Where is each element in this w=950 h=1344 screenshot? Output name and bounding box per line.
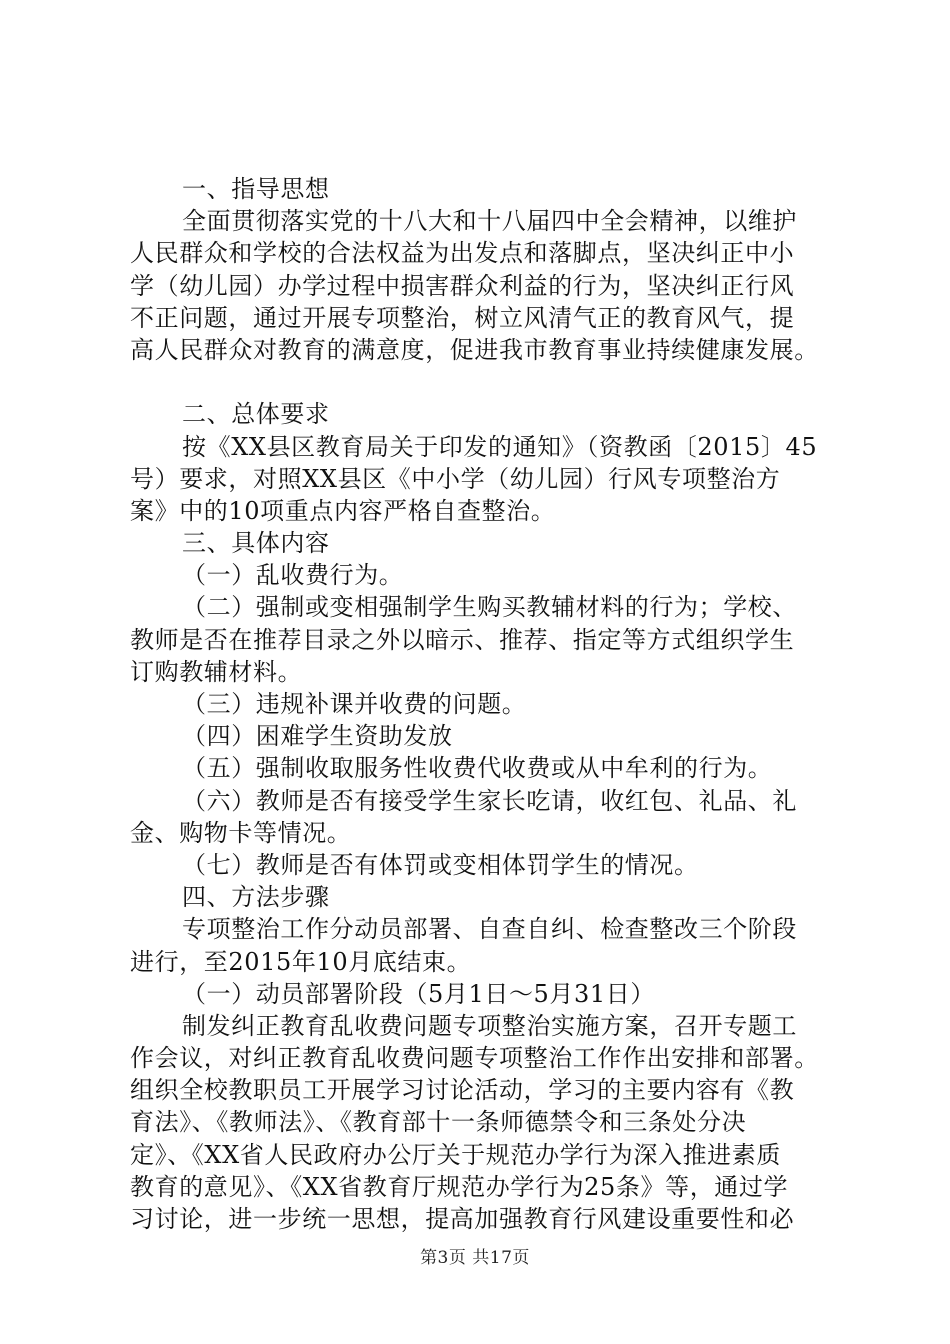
list-item: （三）违规补课并收费的问题。 <box>182 690 527 718</box>
paragraph-line: 金、购物卡等情况。 <box>130 818 352 847</box>
paragraph-line: 进行，至2015年10月底结束。 <box>130 947 472 976</box>
page-footer: 第3页 共17页 <box>420 1248 530 1268</box>
paragraph-line: 教育的意见》、《XX省教育厅规范办学行为25条》等，通过学 <box>130 1172 789 1201</box>
paragraph-line: 高人民群众对教育的满意度，促进我市教育事业持续健康发展。 <box>130 335 819 364</box>
document-body <box>130 173 842 1235</box>
list-item: （六）教师是否有接受学生家长吃请，收红包、礼品、礼 <box>182 786 797 815</box>
blank-line <box>130 366 842 398</box>
paragraph-line: 不正问题，通过开展专项整治，树立风清气正的教育风气，提 <box>130 303 795 332</box>
section-heading-1: 一、指导思想 <box>182 175 330 203</box>
section-heading-4: 四、方法步骤 <box>182 883 330 912</box>
paragraph-line: 制发纠正教育乱收费问题专项整治实施方案，召开专题工 <box>182 1011 797 1040</box>
list-item: （二）强制或变相强制学生购买教辅材料的行为；学校、 <box>182 593 797 622</box>
paragraph-line: 定》、《XX省人民政府办公厅关于规范办学行为深入推进素质 <box>130 1140 781 1169</box>
section-heading-3: 三、具体内容 <box>182 529 330 558</box>
paragraph-line: 学（幼儿园）办学过程中损害群众利益的行为，坚决纠正行风 <box>130 271 795 300</box>
paragraph-line: 习讨论，进一步统一思想，提高加强教育行风建设重要性和必 <box>130 1205 795 1233</box>
paragraph-line: 案》中的10项重点内容严格自查整治。 <box>130 496 556 525</box>
paragraph-line: 按《XX县区教育局关于印发的通知》（资教函〔2015〕45 <box>182 432 818 461</box>
paragraph-line: 专项整治工作分动员部署、自查自纠、检查整改三个阶段 <box>182 915 797 944</box>
list-item: （四）困难学生资助发放 <box>182 722 453 751</box>
list-item: （一）乱收费行为。 <box>182 561 404 590</box>
list-item: （七）教师是否有体罚或变相体罚学生的情况。 <box>182 850 699 879</box>
paragraph-line: 教师是否在推荐目录之外以暗示、推荐、指定等方式组织学生 <box>130 625 795 654</box>
section-heading-2: 二、总体要求 <box>182 400 330 429</box>
paragraph-line: 组织全校教职员工开展学习讨论活动，学习的主要内容有《教 <box>130 1076 795 1105</box>
paragraph-line: 号）要求，对照XX县区《中小学（幼儿园）行风专项整治方 <box>130 464 781 493</box>
list-item: （五）强制收取服务性收费代收费或从中牟利的行为。 <box>182 754 773 783</box>
paragraph-line: 全面贯彻落实党的十八大和十八届四中全会精神，以维护 <box>182 207 797 236</box>
paragraph-line: 作会议，对纠正教育乱收费问题专项整治工作作出安排和部署。 <box>130 1044 819 1073</box>
paragraph-line: 人民群众和学校的合法权益为出发点和落脚点，坚决纠正中小 <box>130 239 795 268</box>
paragraph-line: 育法》、《教师法》、《教育部十一条师德禁令和三条处分决 <box>130 1108 747 1137</box>
subsection-heading: （一）动员部署阶段（5月1日～5月31日） <box>182 979 655 1008</box>
paragraph-line: 订购教辅材料。 <box>130 657 303 686</box>
